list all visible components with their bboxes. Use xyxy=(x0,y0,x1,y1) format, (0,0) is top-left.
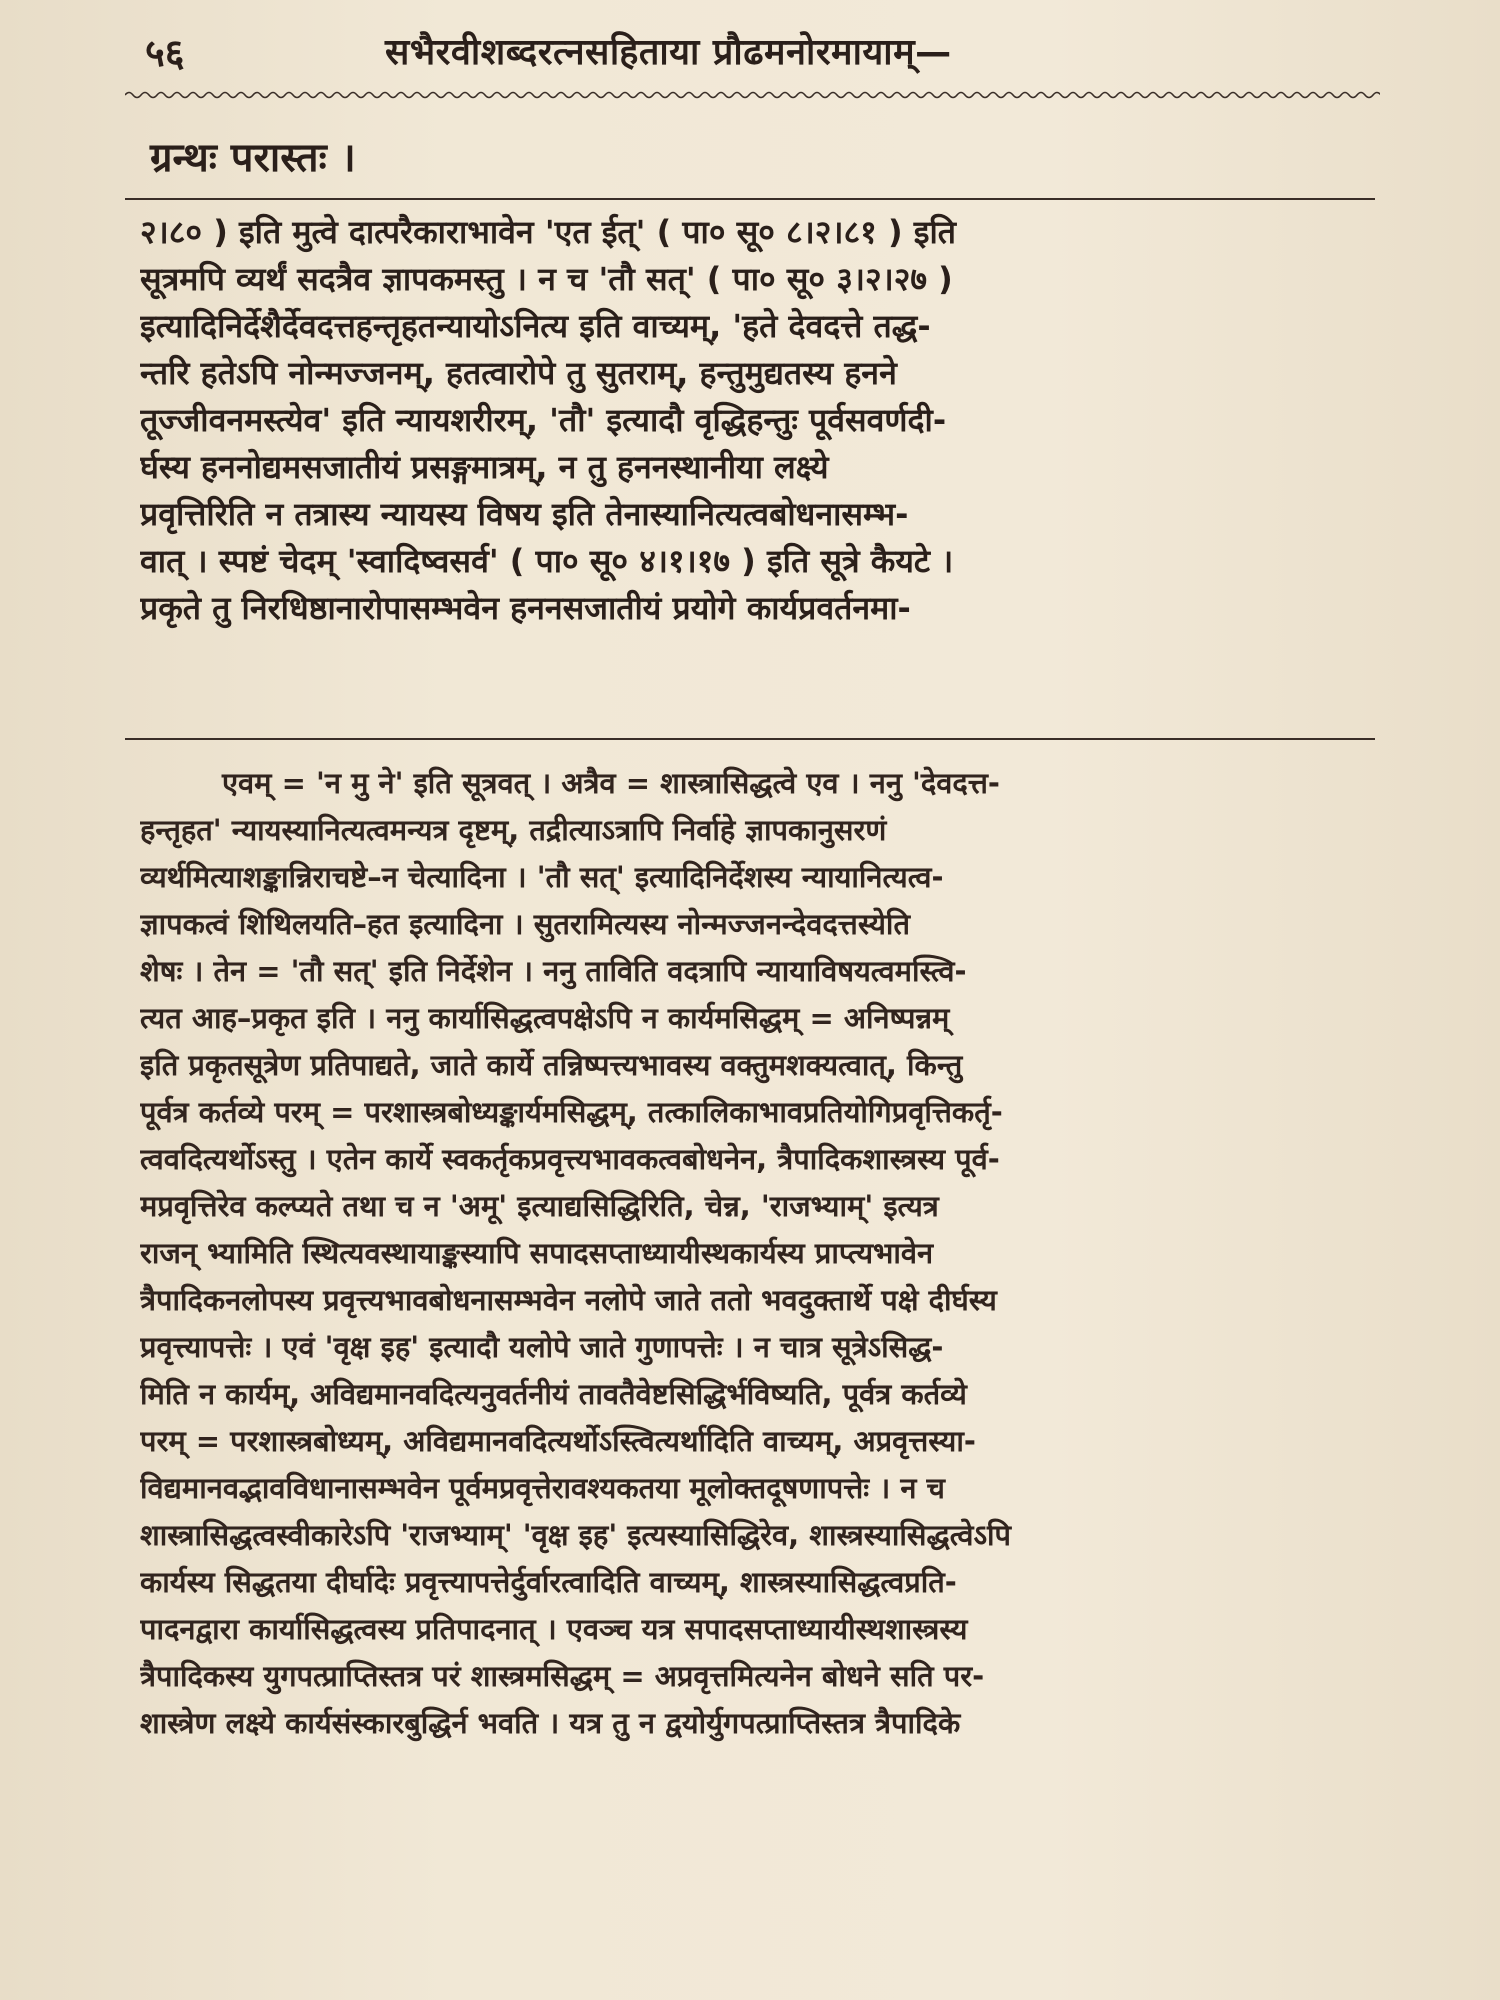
commentary-line: राजन् भ्यामिति स्थित्यवस्थायाङ्कस्यापि सपादसप्ताध्यायीस्थकार्यस्य प्राप्त्यभावेन xyxy=(140,1236,934,1270)
commentary-text xyxy=(140,760,1362,1747)
main-text-line: तूज्जीवनमस्त्येव' इति न्यायशरीरम्, 'तौ' इत्यादौ वृद्धिहन्तुः पूर्वसवर्णदी- xyxy=(140,401,947,439)
main-text-line: प्रवृत्तिरिति न तत्रास्य न्यायस्य विषय इति तेनास्यानित्यत्वबोधनासम्भ- xyxy=(140,495,909,533)
commentary-line: त्रैपादिकनलोपस्य प्रवृत्त्यभावबोधनासम्भवेन नलोपे जाते ततो भवदुक्तार्थे पक्षे दीर्घस्य xyxy=(140,1283,997,1317)
commentary-line: शास्त्रासिद्धत्वस्वीकारेऽपि 'राजभ्याम्' 'वृक्ष इह' इत्यस्यासिद्धिरेव, शास्त्रस्यासिद्धत्वेऽपि xyxy=(140,1518,1012,1552)
commentary-line: ज्ञापकत्वं शिथिलयति–हत इत्यादिना । सुतरामित्यस्य नोन्मज्जनन्देवदत्तस्येति xyxy=(140,907,910,941)
commentary-line: मिति न कार्यम्, अविद्यमानवदित्यनुवर्तनीयं तावतैवेष्टसिद्धिर्भविष्यति, पूर्वत्र कर्तव्ये xyxy=(140,1377,967,1411)
commentary-line: परम् = परशास्त्रबोध्यम्, अविद्यमानवदित्यर्थोऽस्त्वित्यर्थादिति वाच्यम्, अप्रवृत्तस्या- xyxy=(140,1424,976,1458)
commentary-line: इति प्रकृतसूत्रेण प्रतिपाद्यते, जाते कार्ये तन्निष्पत्त्यभावस्य वक्तुमशक्यत्वात्, किन्तु xyxy=(140,1048,963,1082)
main-text xyxy=(140,208,1362,631)
page-number: ५६ xyxy=(145,31,185,75)
commentary-line: प्रवृत्त्यापत्तेः । एवं 'वृक्ष इह' इत्यादौ यलोपे जाते गुणापत्तेः । न चात्र सूत्रेऽसिद्ध- xyxy=(140,1330,944,1364)
commentary-line: त्यत आह–प्रकृत इति । ननु कार्यासिद्धत्वपक्षेऽपि न कार्यमसिद्धम् = अनिष्पन्नम् xyxy=(140,1001,950,1035)
page-header xyxy=(125,18,1385,78)
commentary-line: शेषः । तेन = 'तौ सत्' इति निर्देशेन । ननु ताविति वदत्रापि न्यायाविषयत्वमस्त्वि- xyxy=(140,954,967,988)
main-text-line: २।८० ) इति मुत्वे दात्परैकाराभावेन 'एत ईत्' ( पा० सू० ८।२।८१ ) इति xyxy=(140,213,956,251)
commentary-line: कार्यस्य सिद्धतया दीर्घादेः प्रवृत्त्यापत्तेर्दुर्वारत्वादिति वाच्यम्, शास्त्रस्यासिद्धत्वप्रति- xyxy=(140,1565,957,1599)
wavy-rule xyxy=(125,88,1380,102)
commentary-line: शास्त्रेण लक्ष्ये कार्यसंस्कारबुद्धिर्न भवति । यत्र तु न द्वयोर्युगपत्प्राप्तिस्तत्र त्रैपादिके xyxy=(140,1706,961,1740)
commentary-line: एवम् = 'न मु ने' इति सूत्रवत् । अत्रैव = शास्त्रासिद्धत्वे एव । ननु 'देवदत्त- xyxy=(222,766,1000,800)
commentary-line: विद्यमानवद्भावविधानासम्भवेन पूर्वमप्रवृत्तेरावश्यकतया मूलोक्तदूषणापत्तेः । न च xyxy=(140,1471,945,1505)
commentary-line: त्ववदित्यर्थोऽस्तु । एतेन कार्ये स्वकर्तृकप्रवृत्त्यभावकत्वबोधनेन, त्रैपादिकशास्त्रस्य पूर्व- xyxy=(140,1142,1000,1176)
main-text-line: प्रकृते तु निरधिष्ठानारोपासम्भवेन हननसजातीयं प्रयोगे कार्यप्रवर्तनमा- xyxy=(140,589,911,627)
rule-top xyxy=(125,198,1375,200)
commentary-line: व्यर्थमित्याशङ्कान्निराचष्टे–न चेत्यादिना । 'तौ सत्' इत्यादिनिर्देशस्य न्यायानित्यत्व- xyxy=(140,860,944,894)
running-head: सभैरवीशब्दरत्नसहिताया प्रौढमनोरमायाम्— xyxy=(385,32,952,73)
main-text-line: न्तरि हतेऽपि नोन्मज्जनम्, हतत्वारोपे तु सुतराम्, हन्तुमुद्यतस्य हनने xyxy=(140,354,897,392)
commentary-line: पादनद्वारा कार्यासिद्धत्वस्य प्रतिपादनात् । एवञ्च यत्र सपादसप्ताध्यायीस्थशास्त्रस्य xyxy=(140,1612,968,1646)
section-heading: ग्रन्थः परास्तः । xyxy=(150,135,356,181)
rule-middle xyxy=(125,738,1375,740)
main-text-line: वात् । स्पष्टं चेदम् 'स्वादिष्वसर्व' ( पा० सू० ४।१।१७ ) इति सूत्रे कैयटे । xyxy=(140,542,954,580)
main-text-line: सूत्रमपि व्यर्थं सदत्रैव ज्ञापकमस्तु । न च 'तौ सत्' ( पा० सू० ३।२।२७ ) xyxy=(140,260,953,298)
main-text-line: र्घस्य हननोद्यमसजातीयं प्रसङ्गमात्रम्, न तु हननस्थानीया लक्ष्ये xyxy=(140,448,829,486)
commentary-line: पूर्वत्र कर्तव्ये परम् = परशास्त्रबोध्यङ्कार्यमसिद्धम्, तत्कालिकाभावप्रतियोगिप्रवृत्तिकर्तृ- xyxy=(140,1095,1003,1129)
commentary-line: त्रैपादिकस्य युगपत्प्राप्तिस्तत्र परं शास्त्रमसिद्धम् = अप्रवृत्तमित्यनेन बोधने सति पर- xyxy=(140,1659,985,1693)
main-text-line: इत्यादिनिर्देशैर्देवदत्तहन्तृहतन्यायोऽनित्य इति वाच्यम्, 'हते देवदत्ते तद्ध- xyxy=(140,307,931,345)
commentary-line: हन्तृहत' न्यायस्यानित्यत्वमन्यत्र दृष्टम्, तद्रीत्याऽत्रापि निर्वाहे ज्ञापकानुसरणं xyxy=(140,813,887,847)
commentary-line: मप्रवृत्तिरेव कल्प्यते तथा च न 'अमू' इत्याद्यसिद्धिरिति, चेन्न, 'राजभ्याम्' इत्यत्र xyxy=(140,1189,939,1223)
